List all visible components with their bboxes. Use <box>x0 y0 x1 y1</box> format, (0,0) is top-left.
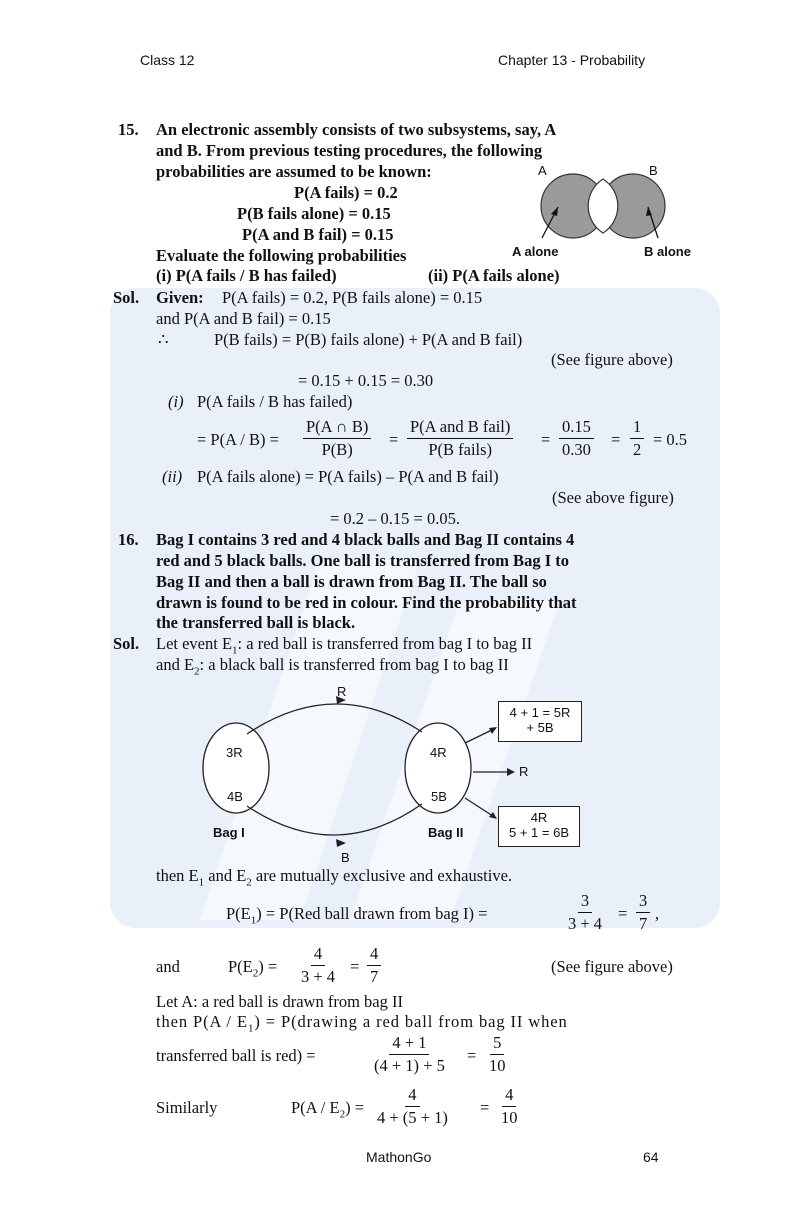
sol16-note-3: (See figure above) <box>551 957 673 976</box>
bag2-red: 4R <box>430 745 447 760</box>
equals-sign: = <box>480 1098 490 1117</box>
bag1-label: Bag I <box>213 825 245 840</box>
sol15-line-2: and P(A and B fail) = 0.15 <box>156 309 331 328</box>
frac-denominator: 2 <box>633 440 642 459</box>
venn-b-alone: B alone <box>644 244 691 259</box>
frac-denominator: 7 <box>639 914 648 933</box>
frac-numerator: 4 <box>311 945 325 966</box>
frac-numerator: 3 <box>578 892 592 913</box>
q16-number: 16. <box>118 530 139 549</box>
sol15-tag: Sol. <box>113 288 140 307</box>
header-chapter: Chapter 13 - Probability <box>498 52 646 68</box>
frac-denominator: 10 <box>489 1056 506 1075</box>
header-class: Class 12 <box>140 52 195 68</box>
diagram-mid-arrow-label: R <box>519 764 529 779</box>
frac-denominator: 0.30 <box>562 440 591 459</box>
venn-a-alone: A alone <box>512 244 559 259</box>
sol16-and: and <box>156 957 180 976</box>
box2-line-2: 5 + 1 = 6B <box>509 825 569 840</box>
sol15-frac-3 <box>559 418 594 459</box>
pe1-frac-1 <box>565 892 605 933</box>
q15-given-3: P(A and B fail) = 0.15 <box>242 225 394 244</box>
equals-sign: = <box>611 430 621 449</box>
page-number: 64 <box>643 1149 659 1165</box>
equals-sign: = <box>541 430 551 449</box>
q15-line-3: probabilities are assumed to be known: <box>156 162 432 181</box>
box1-line-1: 4 + 1 = 5R <box>509 705 571 720</box>
frac-denominator: 4 + (5 + 1) <box>377 1108 448 1127</box>
sol16-transferred-text: transferred ball is red) = <box>156 1046 316 1065</box>
bag2-label: Bag II <box>428 825 464 840</box>
equals-sign: = <box>389 430 399 449</box>
sol15-given-label: Given: <box>156 288 204 307</box>
q16-line-1: Bag I contains 3 red and 4 black balls and Bag II contains 4 <box>156 530 575 549</box>
sol15-eq-start: = P(A / B) = <box>197 430 279 449</box>
frac-numerator: P(A and B fail) <box>407 418 513 439</box>
sol16-then-line: then $P(A / E_1)$ = P(drawing a red ball from bag II when <box>156 1012 568 1035</box>
sol16-pa2-text: $P(A / E_2)$ = <box>291 1098 365 1121</box>
frac-numerator: 4 + 1 <box>389 1034 429 1055</box>
diagram-top-arrow-label: R <box>337 684 347 699</box>
q15-evaluate: Evaluate the following probabilities <box>156 246 407 265</box>
q15-line-1: An electronic assembly consists of two subsystems, say, A <box>156 120 557 139</box>
sol15-note-1: (See figure above) <box>551 350 673 369</box>
sol15-frac-2 <box>407 418 513 459</box>
q16-line-3: Bag II and then a ball is drawn from Bag II. The ball so <box>156 572 547 591</box>
comma: , <box>655 904 660 923</box>
frac-denominator: 3 + 4 <box>568 914 603 933</box>
result-box-black <box>498 806 580 847</box>
pa2-frac-1 <box>374 1086 451 1127</box>
sol15-line-final: = 0.2 – 0.15 = 0.05. <box>330 509 460 528</box>
equals-sign: = <box>618 904 628 923</box>
frac-denominator: 10 <box>501 1108 518 1127</box>
frac-numerator: 4 <box>502 1086 516 1107</box>
bag1-red: 3R <box>226 745 243 760</box>
sol15-i-text: P(A fails / B has failed) <box>197 392 353 411</box>
frac-numerator: 4 <box>367 945 381 966</box>
box2-line-1: 4R <box>530 810 548 825</box>
sol16-e1: Let event $E_1$: a red ball is transferred from bag I to bag II <box>156 634 533 657</box>
bag1-black: 4B <box>227 789 243 804</box>
sol16-exhaustive: then $E_1$ and $E_2$ are mutually exclusive and exhaustive. <box>156 866 513 889</box>
sol16-pe2-text: $P(E_2)$ = <box>228 957 278 980</box>
sol15-therefore: ∴ <box>158 330 169 349</box>
pe2-frac-1 <box>298 945 338 986</box>
q16-line-5: the transferred ball is black. <box>156 613 356 632</box>
frac-denominator: 7 <box>370 967 379 986</box>
sol15-eq-end: = 0.5 <box>653 430 688 449</box>
frac-numerator: 0.15 <box>559 418 594 439</box>
sol16-tag: Sol. <box>113 634 140 653</box>
diagram-bottom-arrow-label: B <box>341 850 350 865</box>
pa1-frac-2 <box>486 1034 509 1075</box>
pe1-frac-2 <box>636 892 650 933</box>
sol15-frac-4 <box>630 418 644 459</box>
frac-numerator: 1 <box>630 418 644 439</box>
sol16-similarly: Similarly <box>156 1098 218 1117</box>
box1-line-2: + 5B <box>526 720 554 735</box>
venn-label-a: A <box>538 163 547 178</box>
frac-numerator: 5 <box>490 1034 504 1055</box>
sol15-note-2: (See above figure) <box>552 488 674 507</box>
sol15-ii-label: (ii) <box>162 467 183 486</box>
pa2-frac-2 <box>498 1086 521 1127</box>
q15-part-ii: (ii) P(A fails alone) <box>428 266 560 285</box>
sol15-i-label: (i) <box>168 392 184 411</box>
q15-given-2: P(B fails alone) = 0.15 <box>237 204 391 223</box>
bag2-black: 5B <box>431 789 447 804</box>
sol15-line-4: = 0.15 + 0.15 = 0.30 <box>298 371 434 390</box>
frac-numerator: 3 <box>636 892 650 913</box>
result-box-red <box>498 701 582 742</box>
sol16-e2: and $E_2$: a black ball is transferred from bag I to bag II <box>156 655 509 678</box>
sol15-ii-text: P(A fails alone) = P(A fails) – P(A and B fail) <box>197 467 499 486</box>
q15-given-1: P(A fails) = 0.2 <box>294 183 398 202</box>
footer-brand: MathonGo <box>366 1149 432 1165</box>
q15-part-i: (i) P(A fails / B has failed) <box>156 266 337 285</box>
q16-line-2: red and 5 black balls. One ball is transferred from Bag I to <box>156 551 569 570</box>
frac-denominator: P(B) <box>321 440 353 459</box>
frac-numerator: 4 <box>405 1086 419 1107</box>
pe2-frac-2 <box>367 945 381 986</box>
q15-number: 15. <box>118 120 139 139</box>
frac-numerator: P(A ∩ B) <box>303 418 371 439</box>
frac-denominator: 3 + 4 <box>301 967 336 986</box>
pa1-frac-1 <box>371 1034 448 1075</box>
venn-label-b: B <box>649 163 658 178</box>
equals-sign: = <box>467 1046 477 1065</box>
sol15-given-text: P(A fails) = 0.2, P(B fails alone) = 0.15 <box>222 288 483 307</box>
equals-sign: = <box>350 957 360 976</box>
q15-line-2: and B. From previous testing procedures, the following <box>156 141 543 160</box>
q16-line-4: drawn is found to be red in colour. Find the probability that <box>156 593 577 612</box>
frac-denominator: P(B fails) <box>428 440 493 459</box>
frac-denominator: (4 + 1) + 5 <box>374 1056 445 1075</box>
sol15-line-3: P(B fails) = P(B) fails alone) + P(A and B fail) <box>214 330 523 349</box>
sol15-frac-1 <box>303 418 371 459</box>
sol16-let-a: Let A: a red ball is drawn from bag II <box>156 992 403 1011</box>
sol16-pe1-text: $P(E_1) = P(Red$ ball drawn from bag I) = <box>226 904 488 927</box>
